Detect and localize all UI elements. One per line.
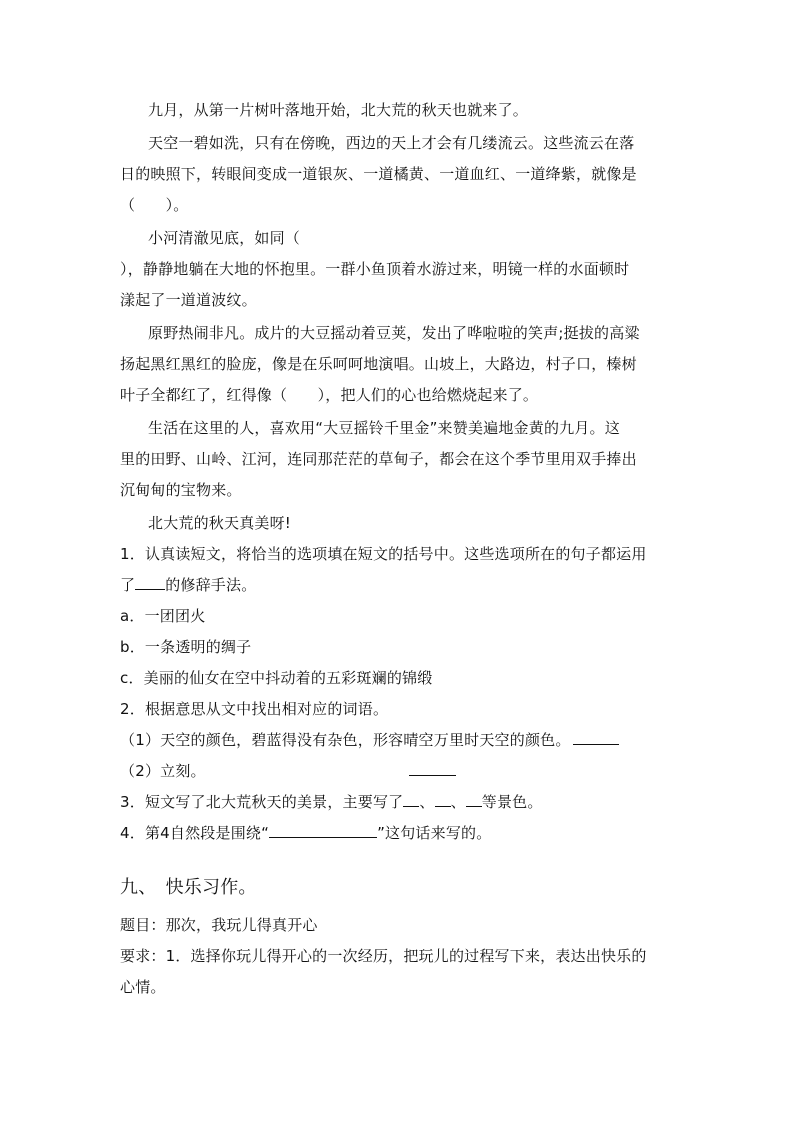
section-9-heading: 九、 快乐习作。 (120, 877, 257, 898)
question-2: 2．根据意思从文中找出相对应的词语。 (120, 700, 389, 718)
passage-paragraph-3-line-3: 漾起了一道道波纹。 (120, 291, 257, 309)
passage-paragraph-4-line-3: 叶子全都红了，红得像（ ），把人们的心也给燃烧起来了。 (120, 386, 539, 404)
question-3-suffix: 等景色。 (481, 793, 543, 811)
question-2-item-2-answer-blank[interactable] (409, 774, 456, 776)
question-3-prefix: 3．短文写了北大荒秋天的美景，主要写了 (120, 793, 404, 811)
question-1-line-2 (120, 575, 256, 595)
passage-paragraph-4-line-1: 原野热闹非凡。成片的大豆摇动着豆荚，发出了哗啦啦的笑声;挺拔的高粱 (148, 324, 640, 342)
question-3-separator-2: 、 (450, 793, 466, 811)
question-4-prefix: 4．第4自然段是围绕“ (120, 824, 270, 842)
section-9-requirement-line-2: 心情。 (120, 978, 166, 996)
passage-paragraph-3-line-2: ），静静地躺在大地的怀抱里。一群小鱼顶着水游过来，明镜一样的水面顿时 (120, 260, 630, 278)
question-3 (120, 792, 543, 812)
passage-paragraph-1: 九月，从第一片树叶落地开始，北大荒的秋天也就来了。 (148, 101, 529, 119)
question-1-prefix: 了 (120, 576, 136, 594)
passage-paragraph-3-line-1: 小河清澈见底，如同（ (148, 229, 301, 247)
question-2-item-1 (120, 730, 619, 750)
option-b: b．一条透明的绸子 (120, 638, 252, 656)
question-4-suffix: ”这句话来写的。 (377, 824, 492, 842)
question-2-item-1-answer-blank[interactable] (573, 730, 619, 745)
question-1-suffix: 的修辞手法。 (165, 576, 257, 594)
question-3-answer-blank-3[interactable] (466, 792, 482, 807)
question-3-separator-1: 、 (419, 793, 435, 811)
question-1-answer-blank[interactable] (135, 575, 165, 590)
question-2-item-2: （2）立刻。 (120, 762, 206, 780)
option-c: c．美丽的仙女在空中抖动着的五彩斑斓的锦缎 (120, 669, 433, 687)
passage-paragraph-2-line-3: （ ）。 (120, 196, 189, 214)
question-2-item-1-text: （1）天空的颜色，碧蓝得没有杂色，形容晴空万里时天空的颜色。 (120, 731, 571, 749)
passage-paragraph-5-line-3: 沉甸甸的宝物来。 (120, 481, 242, 499)
passage-paragraph-4-line-2: 扬起黑红黑红的脸庞，像是在乐呵呵地演唱。山坡上，大路边，村子口，榛树 (120, 355, 637, 373)
passage-paragraph-6: 北大荒的秋天真美呀! (148, 514, 292, 532)
passage-paragraph-5-line-2: 里的田野、山岭、江河，连同那茫茫的草甸子，都会在这个季节里用双手捧出 (120, 450, 637, 468)
option-a: a．一团团火 (120, 607, 206, 625)
question-3-answer-blank-1[interactable] (403, 792, 419, 807)
passage-paragraph-5-line-1: 生活在这里的人，喜欢用“大豆摇铃千里金”来赞美遍地金黄的九月。这 (148, 419, 620, 437)
question-4 (120, 823, 491, 843)
question-1-line-1: 1．认真读短文，将恰当的选项填在短文的括号中。这些选项所在的句子都运用 (120, 545, 647, 563)
section-9-requirement-line-1: 要求：1．选择你玩儿得开心的一次经历，把玩儿的过程写下来，表达出快乐的 (120, 947, 647, 965)
section-9-topic: 题目：那次，我玩儿得真开心 (120, 916, 318, 934)
passage-paragraph-2-line-2: 日的映照下，转眼间变成一道银灰、一道橘黄、一道血红、一道绛紫，就像是 (120, 165, 637, 183)
question-3-answer-blank-2[interactable] (435, 792, 451, 807)
question-4-answer-blank[interactable] (269, 823, 377, 838)
passage-paragraph-2-line-1: 天空一碧如洗，只有在傍晚，西边的天上才会有几缕流云。这些流云在落 (148, 134, 635, 152)
